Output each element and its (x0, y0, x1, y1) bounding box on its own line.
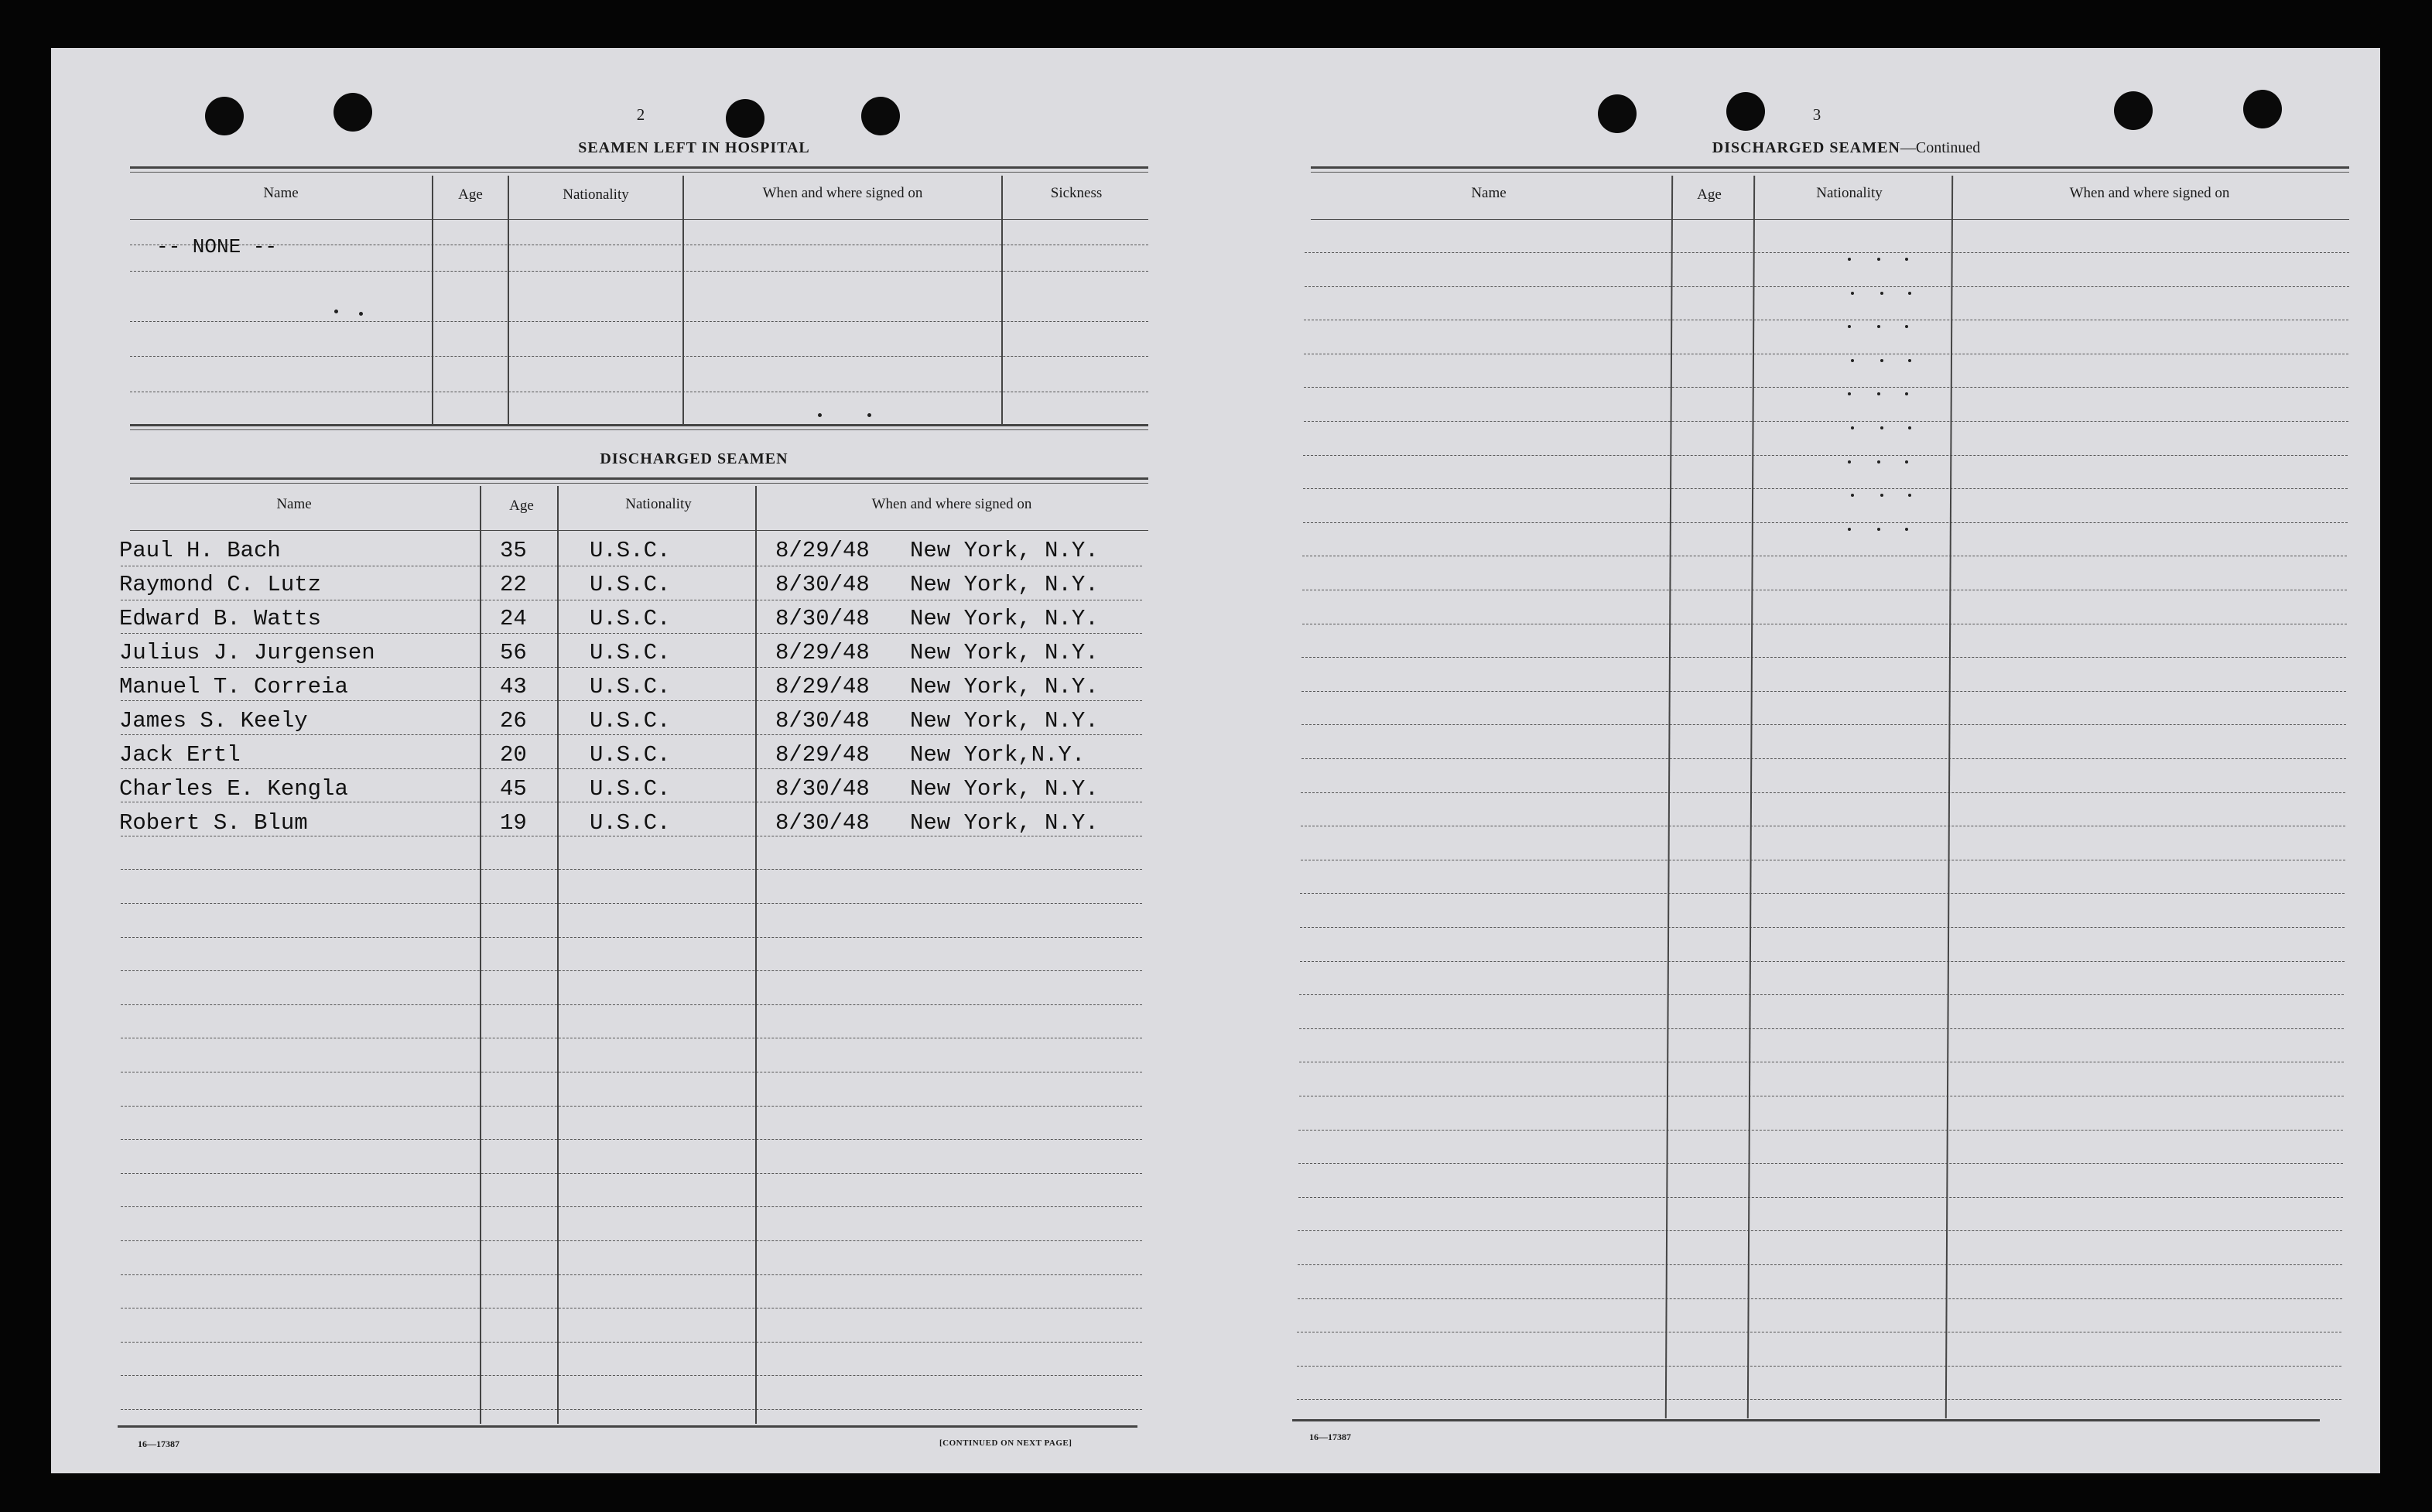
cell-date: 8/30/48 (775, 708, 870, 734)
column-divider (682, 176, 684, 425)
document-sheet (51, 48, 2380, 1473)
column-divider (755, 486, 757, 1424)
ruled-line (1305, 286, 2349, 287)
ink-speck (1908, 426, 1911, 429)
ruled-line (1302, 724, 2346, 725)
cell-nationality: U.S.C. (590, 572, 671, 597)
ruled-line (121, 1173, 1142, 1174)
column-divider (432, 176, 433, 425)
ink-speck (1851, 292, 1854, 295)
ink-speck (1908, 359, 1911, 362)
ink-speck (867, 413, 871, 417)
ruled-line (1297, 1366, 2341, 1367)
cell-place: New York, N.Y. (910, 810, 1099, 836)
column-divider (1665, 176, 1673, 1418)
ruled-line (121, 1342, 1142, 1343)
cell-nationality: U.S.C. (590, 708, 671, 734)
ruled-line (1298, 1197, 2343, 1198)
cell-date: 8/29/48 (775, 640, 870, 665)
cell-place: New York, N.Y. (910, 708, 1099, 734)
cell-name: Charles E. Kengla (119, 776, 348, 802)
cell-date: 8/29/48 (775, 742, 870, 768)
page-number: 2 (636, 105, 645, 124)
column-header-name: Name (263, 185, 299, 201)
ink-speck (1905, 258, 1908, 261)
hospital-section-title: SEAMEN LEFT IN HOSPITAL (578, 139, 810, 156)
column-divider (480, 486, 481, 1424)
column-header-age: Age (1697, 186, 1722, 203)
cell-age: 43 (500, 674, 527, 700)
ruled-line (1298, 1230, 2342, 1231)
cell-nationality: U.S.C. (590, 538, 671, 563)
ink-speck (1880, 359, 1883, 362)
ruled-line (1301, 792, 2345, 793)
column-divider (1945, 176, 1953, 1418)
punch-hole (861, 97, 900, 135)
ruled-line (121, 700, 1142, 701)
ink-speck (818, 413, 822, 417)
cell-place: New York, N.Y. (910, 538, 1099, 563)
ruled-line (1303, 455, 2348, 456)
bottom-rule (118, 1425, 1137, 1428)
ruled-line (1304, 387, 2348, 388)
column-header-age: Age (509, 498, 534, 514)
ruled-line (1300, 961, 2345, 962)
ruled-line (1303, 488, 2348, 489)
form-number: 16—17387 (138, 1438, 180, 1449)
cell-nationality: U.S.C. (590, 640, 671, 665)
ruled-line (121, 1004, 1142, 1005)
ink-speck (1880, 292, 1883, 295)
ink-speck (1848, 258, 1851, 261)
column-header-age: Age (458, 186, 483, 203)
cell-age: 24 (500, 606, 527, 631)
punch-hole (1726, 92, 1765, 131)
column-header-name: Name (1471, 185, 1507, 201)
ruled-line (121, 903, 1142, 904)
cell-place: New York, N.Y. (910, 640, 1099, 665)
cell-date: 8/30/48 (775, 776, 870, 802)
ruled-line (121, 1139, 1142, 1140)
header-underline (130, 530, 1148, 531)
ink-speck (334, 310, 338, 313)
cell-name: Jack Ertl (119, 742, 241, 768)
ink-speck (1848, 392, 1851, 395)
ink-speck (1851, 494, 1854, 497)
punch-hole (334, 93, 372, 132)
column-divider (1747, 176, 1755, 1418)
ruled-line (121, 633, 1142, 634)
bottom-rule (1292, 1419, 2320, 1421)
double-rule (130, 166, 1148, 173)
ink-speck (1877, 460, 1880, 464)
title-text: DISCHARGED SEAMEN (1712, 139, 1900, 156)
double-rule (130, 424, 1148, 430)
discharged-continued-title (1583, 139, 2109, 157)
cell-place: New York, N.Y. (910, 674, 1099, 700)
column-header-signed-on: When and where signed on (2069, 185, 2230, 201)
ink-speck (1877, 325, 1880, 328)
ruled-line (1298, 1163, 2343, 1164)
ruled-line (130, 321, 1148, 322)
ruled-line (121, 667, 1142, 668)
ruled-line (1302, 758, 2346, 759)
title-suffix: —Continued (1900, 139, 1981, 156)
double-rule (1311, 166, 2349, 173)
ink-speck (1905, 325, 1908, 328)
ruled-line (121, 970, 1142, 971)
ruled-line (121, 869, 1142, 870)
ruled-line (121, 937, 1142, 938)
cell-place: New York, N.Y. (910, 606, 1099, 631)
discharged-section-title: DISCHARGED SEAMEN (600, 450, 788, 467)
ruled-line (1304, 421, 2348, 422)
ruled-line (121, 1274, 1142, 1275)
ink-speck (1905, 528, 1908, 531)
cell-name: James S. Keely (119, 708, 308, 734)
ruled-line (1303, 522, 2348, 523)
ink-speck (1877, 528, 1880, 531)
column-header-name: Name (276, 496, 312, 512)
ink-speck (1851, 359, 1854, 362)
cell-nationality: U.S.C. (590, 776, 671, 802)
cell-date: 8/30/48 (775, 810, 870, 836)
ruled-line (121, 1240, 1142, 1241)
ink-speck (1905, 392, 1908, 395)
punch-hole (1598, 94, 1637, 133)
cell-name: Paul H. Bach (119, 538, 281, 563)
cell-date: 8/29/48 (775, 538, 870, 563)
ruled-line (121, 1206, 1142, 1207)
cell-age: 35 (500, 538, 527, 563)
column-divider (508, 176, 509, 425)
header-underline (1311, 219, 2349, 220)
ink-speck (1877, 392, 1880, 395)
cell-name: Edward B. Watts (119, 606, 322, 631)
column-divider (1001, 176, 1003, 425)
column-header-nationality: Nationality (563, 186, 629, 203)
cell-nationality: U.S.C. (590, 742, 671, 768)
cell-age: 19 (500, 810, 527, 836)
cell-date: 8/29/48 (775, 674, 870, 700)
ruled-line (1302, 657, 2346, 658)
cell-nationality: U.S.C. (590, 606, 671, 631)
ink-speck (1851, 426, 1854, 429)
form-number: 16—17387 (1309, 1432, 1351, 1442)
double-rule (130, 477, 1148, 484)
ruled-line (1305, 252, 2349, 253)
ruled-line (1298, 1264, 2342, 1265)
ruled-line (121, 1409, 1142, 1410)
ruled-line (1298, 1130, 2343, 1131)
cell-age: 22 (500, 572, 527, 597)
cell-age: 45 (500, 776, 527, 802)
ink-speck (1848, 325, 1851, 328)
punch-hole (2114, 91, 2153, 130)
ink-speck (1880, 494, 1883, 497)
ruled-line (1302, 691, 2346, 692)
column-header-signed-on: When and where signed on (871, 496, 1032, 512)
ruled-line (121, 1106, 1142, 1107)
cell-date: 8/30/48 (775, 606, 870, 631)
cell-name: Manuel T. Correia (119, 674, 348, 700)
column-header-signed-on: When and where signed on (762, 185, 923, 201)
cell-name: Raymond C. Lutz (119, 572, 322, 597)
ruled-line (121, 1375, 1142, 1376)
column-header-nationality: Nationality (625, 496, 692, 512)
punch-hole (2243, 90, 2282, 128)
ruled-line (1300, 893, 2345, 894)
ruled-line (1299, 994, 2344, 995)
ink-speck (1880, 426, 1883, 429)
page-number: 3 (1812, 105, 1821, 124)
cell-place: New York, N.Y. (910, 572, 1099, 597)
header-underline (130, 219, 1148, 220)
hospital-entry: -- NONE -- (156, 235, 278, 258)
ruled-line (1300, 927, 2345, 928)
cell-age: 56 (500, 640, 527, 665)
ruled-line (130, 271, 1148, 272)
cell-name: Julius J. Jurgensen (119, 640, 375, 665)
cell-age: 26 (500, 708, 527, 734)
cell-place: New York,N.Y. (910, 742, 1086, 768)
ruled-line (1298, 1298, 2342, 1299)
column-header-sickness: Sickness (1050, 185, 1103, 201)
ruled-line (1299, 1028, 2344, 1029)
cell-place: New York, N.Y. (910, 776, 1099, 802)
cell-age: 20 (500, 742, 527, 768)
ink-speck (1877, 258, 1880, 261)
continued-note: [CONTINUED ON NEXT PAGE] (939, 1438, 1072, 1448)
cell-date: 8/30/48 (775, 572, 870, 597)
cell-nationality: U.S.C. (590, 810, 671, 836)
punch-hole (205, 97, 244, 135)
ruled-line (121, 734, 1142, 735)
ruled-line (1297, 1399, 2341, 1400)
ink-speck (1908, 292, 1911, 295)
ink-speck (359, 312, 363, 316)
ink-speck (1848, 460, 1851, 464)
column-header-nationality: Nationality (1816, 185, 1883, 201)
ink-speck (1908, 494, 1911, 497)
ink-speck (1905, 460, 1908, 464)
ruled-line (130, 356, 1148, 357)
cell-nationality: U.S.C. (590, 674, 671, 700)
cell-name: Robert S. Blum (119, 810, 308, 836)
ruled-line (121, 768, 1142, 769)
punch-hole (726, 99, 764, 138)
ink-speck (1848, 528, 1851, 531)
column-divider (557, 486, 559, 1424)
